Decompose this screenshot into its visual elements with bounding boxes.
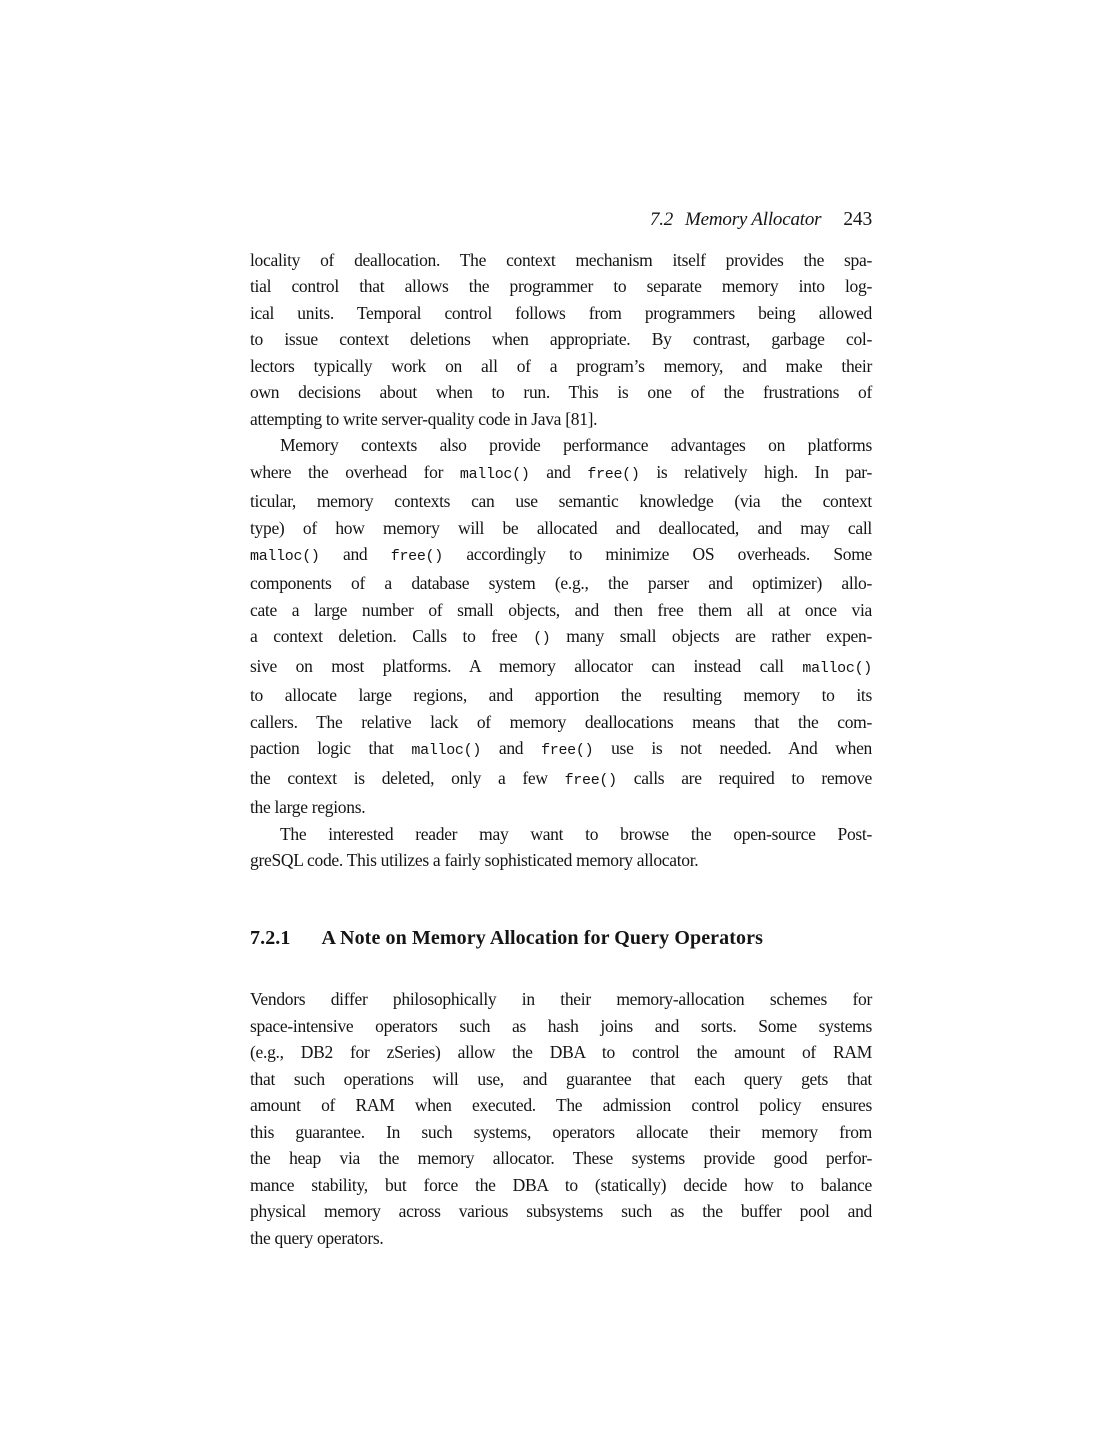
text-run: this guarantee. In such systems, operators allocate their memory from [250, 1121, 872, 1142]
text-run: Memory contexts also provide performance advantages on platforms [280, 435, 872, 456]
text-run: amount of RAM when executed. The admission control policy ensures [250, 1095, 872, 1116]
text-line [250, 653, 872, 682]
text-run: and [481, 738, 542, 759]
text-run: the large regions. [250, 797, 366, 818]
section-heading-number: 7.2.1 [250, 927, 291, 950]
text-line [250, 847, 872, 873]
text-run: is relatively high. In par- [639, 461, 872, 482]
text-line [250, 709, 872, 735]
text-line [250, 1198, 872, 1224]
text-line [250, 623, 872, 652]
text-run: mance stability, but force the DBA to (statically) decide how to balance [250, 1174, 872, 1195]
text-line [250, 326, 872, 352]
text-run: Vendors differ philosophically in their memory-allocation schemes for [250, 989, 872, 1010]
text-run: sive on most platforms. A memory allocator can instead call [250, 655, 803, 676]
text-line [250, 488, 872, 514]
text-run: the heap via the memory allocator. These systems provide good perfor- [250, 1148, 872, 1169]
paragraph [250, 247, 872, 432]
text-run: ticular, memory contexts can use semantic knowledge (via the context [250, 491, 872, 512]
code-inline: free() [390, 547, 443, 565]
header-section-title: Memory Allocator [685, 209, 822, 230]
code-inline: free() [541, 742, 594, 760]
text-line [250, 432, 872, 458]
text-line [250, 1145, 872, 1171]
text-run: to allocate large regions, and apportion the resulting memory to its [250, 685, 872, 706]
text-run: that such operations will use, and guarantee that each query gets that [250, 1068, 872, 1089]
text-line [250, 1039, 872, 1065]
section-heading [250, 923, 872, 953]
text-run: tial control that allows the programmer to separate memory into log- [250, 276, 872, 297]
paragraphs-bottom [250, 986, 872, 1251]
code-inline: malloc() [802, 659, 872, 677]
text-run: locality of deallocation. The context mechanism itself provides the spa- [250, 250, 872, 270]
code-inline: malloc() [250, 547, 320, 565]
code-inline: () [533, 630, 551, 648]
text-line [250, 1066, 872, 1092]
text-run: use is not needed. And when [593, 738, 872, 759]
paragraph [250, 432, 872, 820]
text-line [250, 515, 872, 541]
text-line [250, 794, 872, 820]
text-run: where the overhead for [250, 461, 460, 482]
text-line [250, 353, 872, 379]
text-line [250, 1092, 872, 1118]
text-line [250, 570, 872, 596]
text-run: callers. The relative lack of memory deallocations means that the com- [250, 711, 872, 732]
code-inline: free() [587, 465, 640, 483]
text-line [250, 597, 872, 623]
text-run: own decisions about when to run. This is one of the frustrations of [250, 382, 872, 403]
text-line [250, 459, 872, 488]
text-line [250, 735, 872, 764]
text-line [250, 1013, 872, 1039]
text-run: physical memory across various subsystems such as the buffer pool and [250, 1201, 872, 1222]
text-line [250, 821, 872, 847]
text-line [250, 986, 872, 1012]
text-run: a context deletion. Calls to free [250, 626, 534, 647]
paragraphs-top [250, 247, 872, 873]
header-section-number: 7.2 [649, 209, 674, 230]
text-run: space-intensive operators such as hash joins and sorts. Some systems [250, 1015, 872, 1036]
text-line [250, 1225, 872, 1251]
text-run: the context is deleted, only a few [250, 767, 565, 788]
text-line [250, 273, 872, 299]
text-run: paction logic that [250, 738, 412, 759]
text-run: and [529, 461, 588, 482]
text-run: accordingly to minimize OS overheads. Some [442, 543, 872, 564]
text-line [250, 247, 872, 273]
text-line [250, 379, 872, 405]
text-run: greSQL code. This utilizes a fairly sophisticated memory allocator. [250, 849, 699, 870]
text-run: lectors typically work on all of a program’s memory, and make their [250, 355, 872, 376]
header-page-number: 243 [843, 209, 872, 230]
text-run: the query operators. [250, 1227, 384, 1248]
text-line [250, 541, 872, 570]
code-inline: malloc() [411, 742, 482, 760]
text-line [250, 1172, 872, 1198]
text-run: attempting to write server-quality code in Java [81]. [250, 408, 598, 429]
text-run: calls are required to remove [616, 767, 873, 788]
code-inline: malloc() [459, 465, 530, 483]
running-header [250, 209, 872, 231]
section-heading-title: A Note on Memory Allocation for Query Operators [321, 927, 763, 950]
body-column [250, 247, 872, 1251]
text-run: ical units. Temporal control follows from programmers being allowed [250, 302, 872, 323]
text-line [250, 765, 872, 794]
text-run: (e.g., DB2 for zSeries) allow the DBA to control the amount of RAM [250, 1042, 872, 1063]
text-line [250, 406, 872, 432]
text-run: type) of how memory will be allocated and deallocated, and may call [250, 517, 872, 538]
text-run: cate a large number of small objects, and then free them all at once via [250, 599, 872, 620]
text-line [250, 682, 872, 708]
paragraph [250, 986, 872, 1251]
text-line [250, 1119, 872, 1145]
text-line [250, 300, 872, 326]
text-run: components of a database system (e.g., the parser and optimizer) allo- [250, 573, 872, 594]
text-run: many small objects are rather expen- [550, 626, 872, 647]
text-run: The interested reader may want to browse the open-source Post- [280, 823, 872, 844]
paragraph [250, 821, 872, 874]
text-run: and [319, 543, 391, 564]
code-inline: free() [564, 771, 617, 789]
text-run: to issue context deletions when appropriate. By contrast, garbage col- [250, 329, 872, 350]
